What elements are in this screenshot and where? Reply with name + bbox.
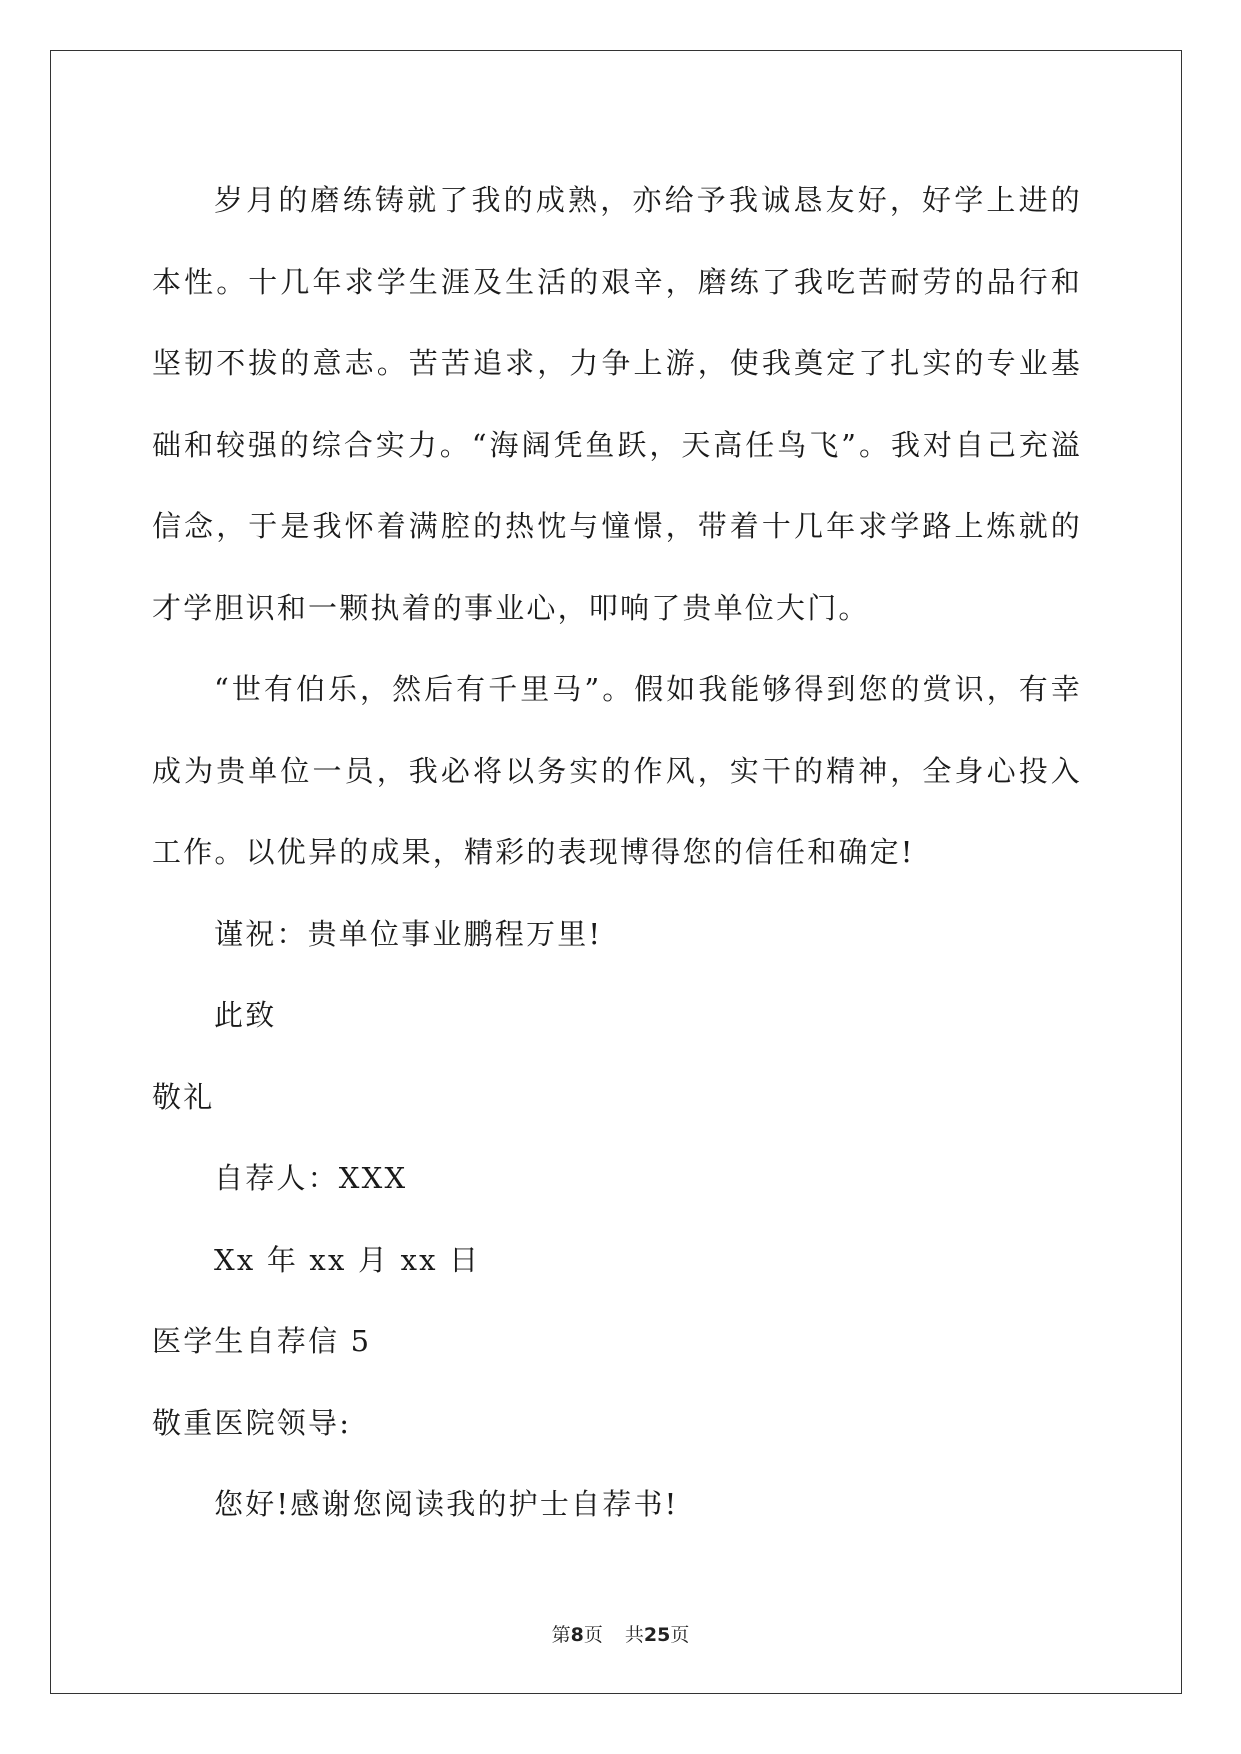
footer-total-pages: 25: [643, 1624, 671, 1646]
footer-page-number: 8: [570, 1624, 584, 1646]
paragraph-growth: 岁月的磨练铸就了我的成熟，亦给予我诚恳友好，好学上进的本性。十几年求学生涯及生活的艰辛，磨练了我吃苦耐劳的品行和坚韧不拔的意志。苦苦追求，力争上游，使我奠定了扎实的专业基础和较强的综合实力。“海阔凭鱼跃，天高任鸟飞”。我对自己充溢信念，于是我怀着满腔的热忱与憧憬，带着十几年求学路上炼就的才学胆识和一颗执着的事业心，叩响了贵单位大门。: [152, 183, 1082, 625]
section-heading: 医学生自荐信 5: [152, 1324, 372, 1358]
paragraph-bole: “世有伯乐，然后有千里马”。假如我能够得到您的赏识，有幸成为贵单位一员，我必将以务实的作风，实干的精神，全身心投入工作。以优异的成果，精彩的表现博得您的信任和确定!: [152, 672, 1082, 869]
closing-cizhi: 此致: [214, 998, 277, 1032]
paragraph-greeting: 您好!感谢您阅读我的护士自荐书!: [214, 1487, 679, 1521]
footer-page-suffix: 页: [583, 1624, 603, 1646]
salutation: 敬重医院领导:: [152, 1405, 352, 1440]
document-body: [152, 160, 1082, 1546]
footer-page-prefix: 第: [551, 1624, 571, 1646]
footer-total-prefix: 共: [624, 1624, 644, 1646]
closing-jingli: 敬礼: [152, 1079, 215, 1114]
page-footer: [0, 1620, 1241, 1647]
signature-date: Xx 年 xx 月 xx 日: [214, 1242, 481, 1277]
signature-author: 自荐人：XXX: [214, 1161, 408, 1195]
paragraph-wishes: 谨祝：贵单位事业鹏程万里!: [214, 916, 603, 951]
footer-total-suffix: 页: [670, 1624, 690, 1646]
